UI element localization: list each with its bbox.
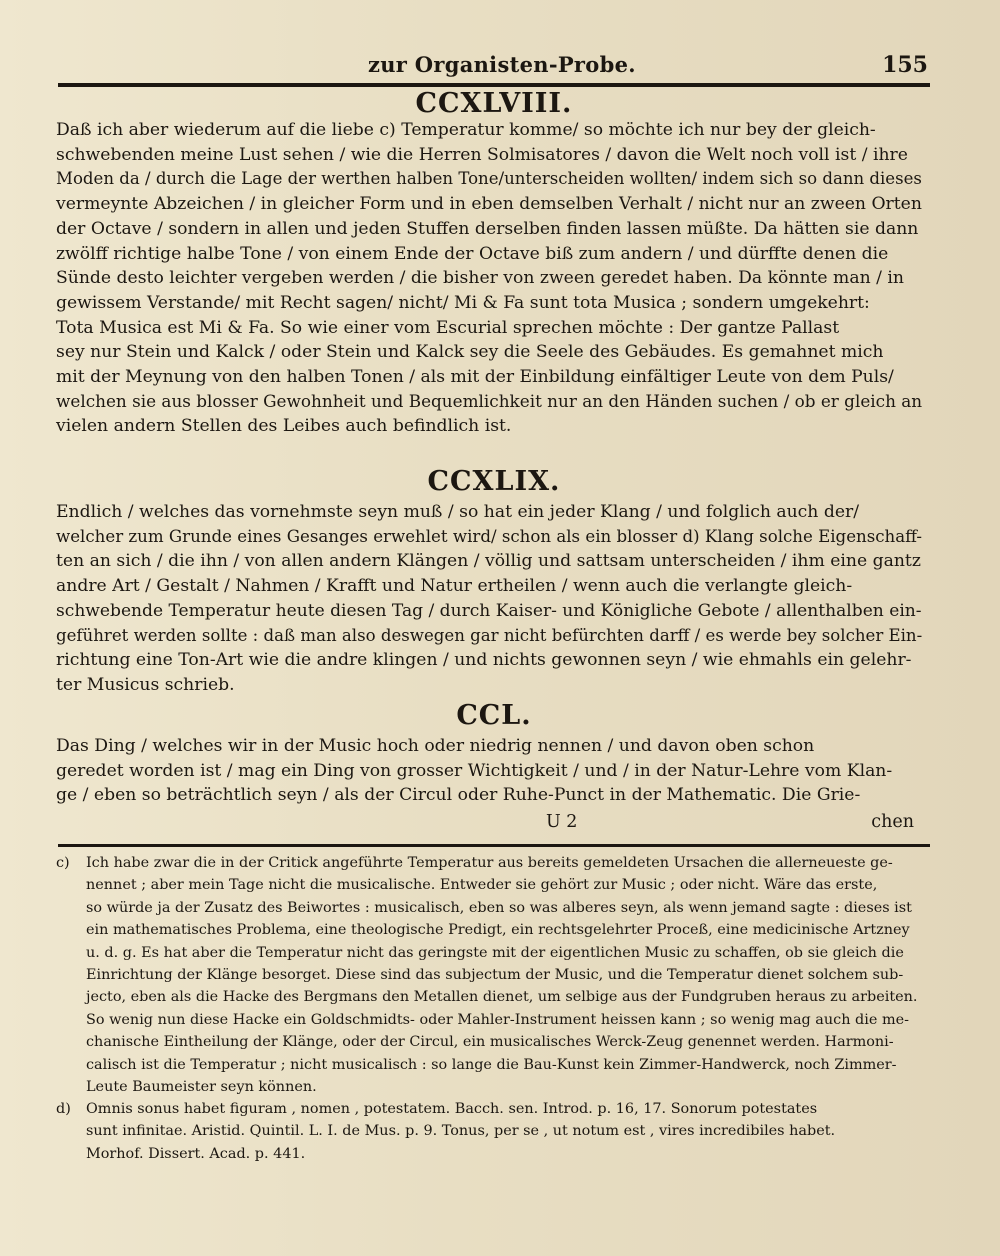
page-number: 155 — [882, 52, 928, 78]
section-title: CCL. — [456, 700, 532, 731]
footnote-line: u. d. g. Es hat aber die Temperatur nicht das geringste mit der eigentlichen Music zu schaffen, ob sie gleich die — [86, 944, 904, 961]
text-line: Tota Musica est Mi & Fa. So wie einer vom Escurial sprechen möchte : Der gantze Pallast — [56, 317, 840, 338]
text-line: Sünde desto leichter vergeben werden / die bisher von zween geredet haben. Da könnte man / in — [56, 268, 904, 289]
footnote-line: Ich habe zwar die in der Critick angeführte Temperatur aus bereits gemeldeten Ursachen die allerneueste ge- — [86, 855, 893, 871]
text-line: welcher zum Grunde eines Gesanges erwehlet wird/ schon als ein blosser d) Klang solche Eigenschaff- — [56, 526, 922, 547]
catchline — [56, 812, 922, 836]
text-line: ten an sich / die ihn / von allen andern Klängen / völlig und sattsam unterscheiden / ihm eine gantz — [56, 551, 921, 572]
text-line: zwölff richtige halbe Tone / von einem Ende der Octave biß zum andern / und dürffte denen die — [56, 243, 889, 264]
section-title: CCXLVIII. — [415, 88, 573, 119]
footnote-line: chanische Eintheilung der Klänge, oder der Circul, ein musicalisches Werck-Zeug genennet werden. Harmoni- — [86, 1034, 894, 1051]
text-line: schwebende Temperatur heute diesen Tag / durch Kaiser- und Königliche Gebote / allenthalben ein- — [56, 600, 922, 621]
footnote-line: Leute Baumeister seyn können. — [86, 1079, 317, 1096]
footnote-line: Morhof. Dissert. Acad. p. 441. — [86, 1145, 306, 1162]
text-line: welchen sie aus blosser Gewohnheit und Bequemlichkeit nur an den Händen suchen / ob er gleich an — [56, 391, 923, 412]
text-line: Daß ich aber wiederum auf die liebe c) Temperatur komme/ so möchte ich nur bey der gleich- — [56, 120, 876, 140]
text-line: Moden da / durch die Lage der werthen halben Tone/unterscheiden wollten/ indem sich so dann dieses — [56, 169, 922, 190]
header-rule — [58, 83, 930, 87]
running-head: zur Organisten-Probe. — [368, 52, 636, 77]
text-line: ge / eben so beträchtlich seyn / als der Circul oder Ruhe-Punct in der Mathematic. Die Grie- — [56, 785, 861, 806]
text-line: der Octave / sondern in allen und jeden Stuffen derselben finden lassen müßte. Da hätten sie dann — [56, 218, 919, 239]
footnote-line: ein mathematisches Problema, eine theologische Predigt, ein rechtsgelehrter Proceß, eine medicinische Artzney — [86, 922, 910, 939]
footnote-label: d) — [56, 1101, 71, 1117]
footnote-label: c) — [56, 855, 70, 871]
text-line: Das Ding / welches wir in der Music hoch oder niedrig nennen / und davon oben schon — [56, 736, 815, 756]
footnote-line: sunt infinitae. Aristid. Quintil. L. I. de Mus. p. 9. Tonus, per se , ut notum est , vires incredibiles habet. — [86, 1123, 836, 1140]
footnote-line: so würde ja der Zusatz des Beiwortes : musicalisch, eben so was alberes seyn, als wenn jemand sagte : dieses ist — [86, 899, 912, 916]
text-line: andre Art / Gestalt / Nahmen / Krafft und Natur ertheilen / wenn auch die verlangte gleich- — [56, 576, 853, 597]
catchword: chen — [871, 812, 914, 832]
footnote-line: jecto, eben als die Hacke des Bergmans den Metallen dienet, um selbige aus der Fundgruben heraus zu arbeiten. — [86, 989, 918, 1006]
text-line: mit der Meynung von den halben Tonen / als mit der Einbildung einfältiger Leute von dem Puls/ — [56, 367, 894, 388]
footnote-line: So wenig nun diese Hacke ein Goldschmidts- oder Mahler-Instrument heissen kann ; so wenig mag auch die me- — [86, 1011, 909, 1028]
paragraph — [56, 500, 922, 698]
footnote-line: nennet ; aber mein Tage nicht die musicalische. Entweder sie gehört zur Music ; oder nicht. Wäre das erste, — [86, 877, 878, 894]
paragraph — [56, 118, 922, 439]
paragraph — [56, 734, 922, 808]
section-title: CCXLIX. — [427, 466, 561, 497]
footnote-line: calisch ist die Temperatur ; nicht musicalisch : so lange die Bau-Kunst kein Zimmer-Handwerck, noch Zimmer- — [86, 1056, 897, 1073]
page-header — [58, 52, 928, 86]
text-line: ter Musicus schrieb. — [56, 674, 235, 695]
text-line: richtung eine Ton-Art wie die andre klingen / und nichts gewonnen seyn / wie ehmahls ein gelehr- — [56, 650, 912, 671]
footnote-line: Einrichtung der Klänge besorget. Diese sind das subjectum der Music, und die Temperatur dienet solchem sub- — [86, 967, 904, 984]
text-line: Endlich / welches das vornehmste seyn muß / so hat ein jeder Klang / und folglich auch der/ — [56, 502, 860, 522]
signature-mark: U 2 — [546, 812, 578, 832]
text-line: geführet werden sollte : daß man also deswegen gar nicht befürchten darff / es werde bey solcher Ein- — [56, 625, 923, 646]
text-line: vielen andern Stellen des Leibes auch befindlich ist. — [56, 416, 512, 437]
text-line: vermeynte Abzeichen / in gleicher Form und in eben demselben Verhalt / nicht nur an zween Orten — [56, 194, 922, 215]
footnote-rule — [58, 844, 930, 847]
text-line: gewissem Verstande/ mit Recht sagen/ nicht/ Mi & Fa sunt tota Musica ; sondern umgekehrt: — [56, 292, 870, 313]
footnote-line: Omnis sonus habet figuram , nomen , potestatem. Bacch. sen. Introd. p. 16, 17. Sonorum potestates — [86, 1101, 818, 1117]
text-line: schwebenden meine Lust sehen / wie die Herren Solmisatores / davon die Welt noch voll ist / ihre — [56, 144, 908, 165]
text-line: geredet worden ist / mag ein Ding von grosser Wichtigkeit / und / in der Natur-Lehre vom Klan- — [56, 760, 893, 781]
text-line: sey nur Stein und Kalck / oder Stein und Kalck sey die Seele des Gebäudes. Es gemahnet mich — [56, 342, 884, 363]
